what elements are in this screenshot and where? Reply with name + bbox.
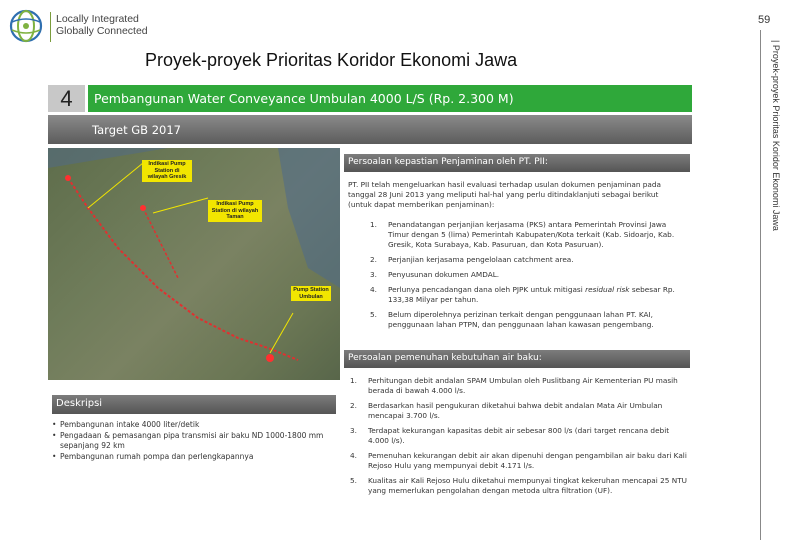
penjaminan-intro: PT. PII telah mengeluarkan hasil evaluasi terhadap usulan dokumen penjaminan pada tanggal 28 Juni 2013 yang meliputi hal-hal yang perlu ditindaklanjuti sebagai berikut (untuk dapat memberikan penjaminan): <box>348 180 662 209</box>
list-item <box>348 451 688 471</box>
list-item: • Pengadaan & pemasangan pipa transmisi air baku ND 1000-1800 mm sepanjang 92 km <box>52 431 336 451</box>
item-number: 2. <box>370 255 377 264</box>
logo-line-1: Locally Integrated <box>56 13 139 25</box>
item-text: Pemenuhan kekurangan debit air akan dipenuhi dengan pengambilan air baku dari Kali Rejoso Hulu yang mempunyai debit 4.171 l/s. <box>368 451 687 470</box>
item-number: 5. <box>350 476 357 485</box>
target-text: Target GB 2017 <box>92 123 181 137</box>
deskripsi-heading <box>52 395 336 414</box>
item-text: Belum diperolehnya perizinan terkait dengan penggunaan lahan PT. KAI, penggunaan lahan PTPN, dan penggunaan lahan kawasan pengembang. <box>388 310 654 329</box>
side-title: | Proyek-proyek Prioritas Koridor Ekonomi Jawa <box>771 40 781 231</box>
map-label-gresik: Indikasi Pump Station di wilayah Gresik <box>142 160 192 182</box>
page-title: Proyek-proyek Prioritas Koridor Ekonomi Jawa <box>145 50 518 70</box>
list-item <box>348 310 688 330</box>
item-number: 4. <box>350 451 357 460</box>
penjaminan-heading <box>344 154 690 172</box>
list-item <box>348 401 688 421</box>
list-item <box>348 376 688 396</box>
item-number: 1. <box>350 376 357 385</box>
item-number: 1. <box>370 220 377 229</box>
item-number: 3. <box>370 270 377 279</box>
item-text: Terdapat kekurangan kapasitas debit air sebesar 800 l/s (dari target rencana debit 4.000 l/s). <box>368 426 670 445</box>
list-item <box>348 270 688 280</box>
side-divider <box>760 30 761 540</box>
deskripsi-heading-text: Deskripsi <box>56 398 103 409</box>
item-text: Penandatangan perjanjian kerjasama (PKS) antara Pemerintah Provinsi Jawa Timur dengan 5 (lima) Pemerintah Kabupaten/Kota terkait (Kab. Sidoarjo, Kab. Gresik, Kota Surabaya, Kab. Pasuruan, dan Kota Pasuruan). <box>388 220 675 249</box>
page-number: 59 <box>758 14 771 26</box>
item-number: 4. <box>370 285 377 294</box>
logo-globe-icon <box>8 8 44 44</box>
project-title-bar <box>88 85 692 112</box>
map-overlay <box>48 148 340 380</box>
item-text: Berdasarkan hasil pengukuran diketahui bahwa debit andalan Mata Air Umbulan mencapai 3.700 l/s. <box>368 401 663 420</box>
item-text: Perjanjian kerjasama pengelolaan catchment area. <box>388 255 574 264</box>
deskripsi-list <box>52 420 336 463</box>
list-item <box>348 255 688 265</box>
target-bar <box>48 115 692 144</box>
map-label-taman: Indikasi Pump Station di wilayah Taman <box>208 200 262 222</box>
project-map <box>48 148 340 380</box>
list-item <box>348 220 688 250</box>
air-baku-list <box>348 376 688 501</box>
project-number: 4 <box>48 85 85 112</box>
logo-text <box>56 13 148 37</box>
map-label-umbulan: Pump Station Umbulan <box>291 286 331 301</box>
list-item <box>348 426 688 446</box>
item-number: 5. <box>370 310 377 319</box>
list-item: • Pembangunan intake 4000 liter/detik <box>52 420 336 430</box>
item-text: Perhitungan debit andalan SPAM Umbulan oleh Puslitbang Air Kementerian PU masih berada di bawah 4.000 l/s. <box>368 376 678 395</box>
item-text-after: sebesar Rp. 133,38 Milyar per tahun. <box>388 285 675 304</box>
logo-separator <box>50 12 51 42</box>
item-number: 2. <box>350 401 357 410</box>
air-baku-heading-text: Persoalan pemenuhan kebutuhan air baku: <box>348 353 542 363</box>
penjaminan-list <box>348 220 688 335</box>
item-number: 3. <box>350 426 357 435</box>
list-item: • Pembangunan rumah pompa dan perlengkapannya <box>52 452 336 462</box>
list-item <box>348 285 688 305</box>
item-text-italic: residual risk <box>585 285 630 294</box>
item-text: Kualitas air Kali Rejoso Hulu diketahui mempunyai tingkat kekeruhan mencapai 25 NTU yang memerlukan pengolahan dengan metoda ultra filtration (UF). <box>368 476 687 495</box>
list-item <box>348 476 688 496</box>
item-text: Penyusunan dokumen AMDAL. <box>388 270 500 279</box>
penjaminan-heading-text: Persoalan kepastian Penjaminan oleh PT. PII: <box>348 157 548 167</box>
logo-line-2: Globally Connected <box>56 25 148 37</box>
item-text: Perlunya pencadangan dana oleh PJPK untuk mitigasi <box>388 285 586 294</box>
project-title: Pembangunan Water Conveyance Umbulan 4000 L/S (Rp. 2.300 M) <box>94 91 514 106</box>
air-baku-heading <box>344 350 690 368</box>
